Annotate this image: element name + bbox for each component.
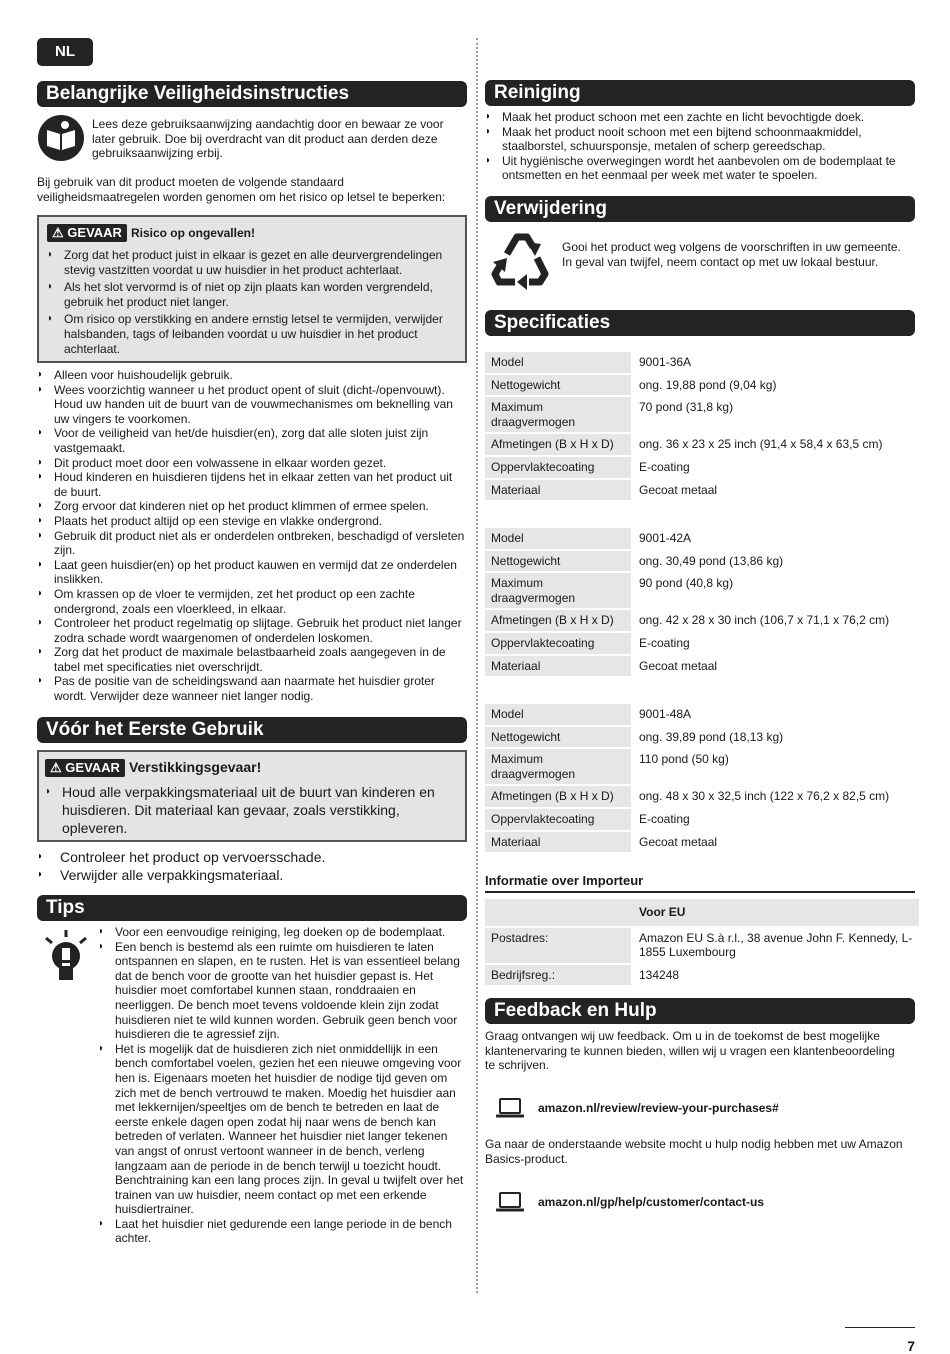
spec-table-36a [485,350,919,502]
spec-key: Maximum draagvermogen [485,397,631,432]
cleaning-heading: Reiniging [485,80,915,106]
spec-value: ong. 39,89 pond (18,13 kg) [639,729,784,744]
help-text: Ga naar de onderstaande website mocht u hulp nodig hebben met uw Amazon Basics-product. [485,1137,903,1166]
spec-value: ong. 30,49 pond (13,86 kg) [639,553,784,568]
list-item: ◗ Plaats het product altijd op een stevige en vlakke ondergrond. [37,514,467,529]
importer-heading: Informatie over Importeur [485,873,915,893]
spec-value: ong. 42 x 28 x 30 inch (106,7 x 71,1 x 76,2 cm) [639,613,890,628]
cleaning-list [485,110,915,183]
danger-list [47,248,459,356]
importer-value: 134248 [639,967,680,982]
list-item: ◗ Controleer het product regelmatig op slijtage. Gebruik het product niet langer zodra schade wordt waargenomen of onderdelen loskomen. [37,616,467,645]
warning-icon: ⚠ [50,760,62,775]
feedback-text: Graag ontvangen wij uw feedback. Om u in de toekomst de best mogelijke klantenervaring te kunnen bieden, willen wij u vragen een klantenbeoordeling te schrijven. [485,1029,895,1073]
table-row [485,610,919,631]
danger-label-text: GEVAAR [67,225,122,240]
spec-key: Nettogewicht [485,375,631,396]
list-item: ◗ Maak het product schoon met een zachte en licht bevochtigde doek. [485,110,915,125]
list-item: ◗ Controleer het product op vervoersschade. [37,848,467,866]
importer-key: Bedrijfsreg.: [485,965,631,986]
list-item: ◗ Verwijder alle verpakkingsmateriaal. [37,866,467,884]
list-item: ◗ Houd kinderen en huisdieren tijdens het in elkaar zetten van het product uit de buurt. [37,470,467,499]
list-item: ◗ Houd alle verpakkingsmateriaal uit de buurt van kinderen en huisdieren. Dit materiaal kan gevaar, zoals verstikking, opleveren. [45,783,457,837]
tips-heading: Tips [37,895,467,921]
list-item: ◗ Wees voorzichtig wanneer u het product opent of sluit (dicht-/openvouwt). Houd uw handen uit de buurt van de vouwmechanismes om beknelling van uw vingers te voorkomen. [37,383,467,427]
list-item: ◗ Een bench is bestemd als een ruimte om huisdieren te laten ontspannen en slapen, en te rusten. Het is van essentieel belang dat de bench voor de grootte van het huisdier gepast is. Het huisdier moet comfortabel kunnen staan, ronddraaien en neerliggen. De bench moet tevens voldoende klein zijn zodat huisdieren niet te wild kunnen worden. Gebruik geen bench voor huisdieren die te agressief zijn. [98,940,468,1042]
importer-key: Postadres: [485,928,631,963]
table-row [485,704,919,725]
spec-key: Materiaal [485,656,631,677]
list-item: ◗ Laat geen huisdier(en) op het product kauwen en vermijd dat ze onderdelen inslikken. [37,558,467,587]
danger-box-accidents [37,215,467,363]
table-row [485,727,919,748]
table-row [485,656,919,677]
list-item: ◗ Zorg dat het product de maximale belastbaarheid zoals aangegeven in de tabel met specificaties niet overschrijdt. [37,645,467,674]
table-row [485,375,919,396]
list-item: ◗ Voor de veiligheid van het/de huisdier(en), zorg dat alle sloten juist zijn vastgemaakt. [37,426,467,455]
spec-key: Afmetingen (B x H x D) [485,434,631,455]
danger-label [45,759,125,777]
spec-value: ong. 48 x 30 x 32,5 inch (122 x 76,2 x 82,5 cm) [639,789,890,804]
table-row [485,352,919,373]
spec-key: Afmetingen (B x H x D) [485,786,631,807]
spec-key: Model [485,352,631,373]
page-number-rule [845,1327,915,1328]
list-item: ◗ Als het slot vervormd is of niet op zijn plaats kan worden vergrendeld, gebruik het product niet langer. [47,280,459,309]
danger-heading: Verstikkingsgevaar! [128,759,262,775]
list-item: ◗ Pas de positie van de scheidingswand aan naarmate het huisdier groter wordt. Verwijder deze wanneer niet langer nodig. [37,674,467,703]
list-item: ◗ Dit product moet door een volwassene in elkaar worden gezet. [37,456,467,471]
language-badge: NL [37,38,93,66]
list-item: ◗ Voor een eenvoudige reiniging, leg doeken op de bodemplaat. [98,925,468,940]
column-divider [476,38,478,1293]
table-row [485,809,919,830]
spec-value: E-coating [639,811,690,826]
table-row [485,528,919,549]
table-row [485,551,919,572]
laptop-icon [496,1191,524,1218]
disposal-text: Gooi het product weg volgens de voorschriften in uw gemeente. In geval van twijfel, neem contact op met uw lokaal bestuur. [562,240,901,269]
spec-key: Model [485,528,631,549]
spec-key: Oppervlaktecoating [485,633,631,654]
list-item: ◗ Het is mogelijk dat de huisdieren zich niet onmiddellijk in een bench comfortabel voelen, gezien het een nieuwe omgeving voor hen is. Eigenaars moeten het huisdier de nodige tijd geven om zich met de bench vertrouwd te maken. Moedig het huisdier aan met lekkernijen/speeltjes om de bench te betreden en laat de eerste enkele dagen open zodat hij naar wens de bench kan betreden of verlaten. Wanneer het huisdier niet langer tekenen van angst of onrust vertoont wanneer in de bench, verleng langzaam aan de periode in de bench terwijl u toezicht houdt. Benchtraining kan een lang proces zijn. In geval u twijfelt over het trainen van uw huisdier, neem contact op met een erkende huisdiertrainer. [98,1042,468,1217]
spec-value: ong. 19,88 pond (9,04 kg) [639,377,777,392]
spec-value: ong. 36 x 23 x 25 inch (91,4 x 58,4 x 63,5 cm) [639,437,883,452]
spec-value: Gecoat metaal [639,834,718,849]
spec-value: 9001-42A [639,531,692,545]
table-row [485,457,919,478]
list-item: ◗ Alleen voor huishoudelijk gebruik. [37,368,467,383]
list-item: ◗ Laat het huisdier niet gedurende een lange periode in de bench achter. [98,1217,468,1246]
spec-key: Materiaal [485,832,631,853]
list-item: ◗ Om krassen op de vloer te vermijden, zet het product op een zachte ondergrond, zoals een vloerkleed, in elkaar. [37,587,467,616]
table-row [485,786,919,807]
danger-box-suffocation [37,750,467,842]
spec-value: Gecoat metaal [639,482,718,497]
table-row [485,480,919,501]
table-row [485,965,919,986]
spec-value: Gecoat metaal [639,658,718,673]
safety-intro: Lees deze gebruiksaanwijzing aandachtig door en bewaar ze voor later gebruik. Doe bij overdracht van dit product aan derden deze gebruiksaanwijzing erbij. [92,117,444,161]
safety-heading: Belangrijke Veiligheidsinstructies [37,81,467,107]
table-row [485,633,919,654]
lightbulb-icon [40,928,92,993]
table-row [485,397,919,432]
first-use-heading: Vóór het Eerste Gebruik [37,717,467,743]
spec-key: Materiaal [485,480,631,501]
table-row [485,573,919,608]
table-row [485,928,919,963]
spec-value: 70 pond (31,8 kg) [639,400,734,415]
table-row [485,434,919,455]
laptop-icon [496,1097,524,1124]
spec-value: E-coating [639,635,690,650]
table-cell [485,899,631,926]
spec-value: E-coating [639,459,690,474]
read-manual-icon [37,114,85,167]
spec-key: Oppervlaktecoating [485,809,631,830]
spec-key: Nettogewicht [485,551,631,572]
danger-list [45,783,457,837]
spec-value: 90 pond (40,8 kg) [639,576,734,591]
table-row [485,749,919,784]
feedback-heading: Feedback en Hulp [485,998,915,1024]
spec-key: Nettogewicht [485,727,631,748]
list-item: ◗ Uit hygiënische overwegingen wordt het aanbevolen om de bodemplaat te ontsmetten en het eenmaal per week met water te spoelen. [485,154,915,183]
review-link[interactable]: amazon.nl/review/review-your-purchases# [538,1101,779,1115]
danger-label-text: GEVAAR [65,760,120,775]
spec-table-48a [485,702,919,854]
spec-value: 9001-48A [639,707,692,721]
tips-list [98,925,468,1246]
importer-table [485,897,919,987]
list-item: ◗ Gebruik dit product niet als er onderdelen ontbreken, beschadigd of versleten zijn. [37,529,467,558]
list-item: ◗ Zorg ervoor dat kinderen niet op het product klimmen of ermee spelen. [37,499,467,514]
list-item: ◗ Maak het product nooit schoon met een bijtend schoonmaakmiddel, staalborstel, schuursponsje, metalen of scherp gereedschap. [485,125,915,154]
importer-value: Amazon EU S.à r.l., 38 avenue John F. Kennedy, L-1855 Luxembourg [639,930,913,960]
specs-heading: Specificaties [485,310,915,336]
first-use-list [37,848,467,884]
list-item: ◗ Zorg dat het product juist in elkaar is gezet en alle deurvergrendelingen stevig vastzitten voordat u uw huisdier in het product achterlaat. [47,248,459,277]
list-item: ◗ Om risico op verstikking en andere ernstig letsel te vermijden, verwijder halsbanden, tags of leibanden voordat u uw huisdier in het product achterlaat. [47,312,459,356]
spec-table-42a [485,526,919,678]
safety-lead: Bij gebruik van dit product moeten de volgende standaard veiligheidsmaatregelen worden genomen om het risico op letsel te beperken: [37,175,446,204]
spec-key: Maximum draagvermogen [485,573,631,608]
spec-value: 110 pond (50 kg) [639,752,729,767]
spec-key: Afmetingen (B x H x D) [485,610,631,631]
recycle-icon [487,228,553,297]
disposal-heading: Verwijdering [485,196,915,222]
spec-value: 9001-36A [639,355,692,369]
contact-link[interactable]: amazon.nl/gp/help/customer/contact-us [538,1195,765,1209]
table-row [485,832,919,853]
danger-label [47,224,127,242]
page-number: 7 [907,1338,915,1354]
spec-key: Model [485,704,631,725]
danger-heading: Risico op ongevallen! [130,226,255,240]
spec-key: Oppervlaktecoating [485,457,631,478]
safety-list [37,368,467,704]
importer-header: Voor EU [631,899,919,926]
spec-key: Maximum draagvermogen [485,749,631,784]
table-row [485,899,919,926]
warning-icon: ⚠ [52,225,64,240]
